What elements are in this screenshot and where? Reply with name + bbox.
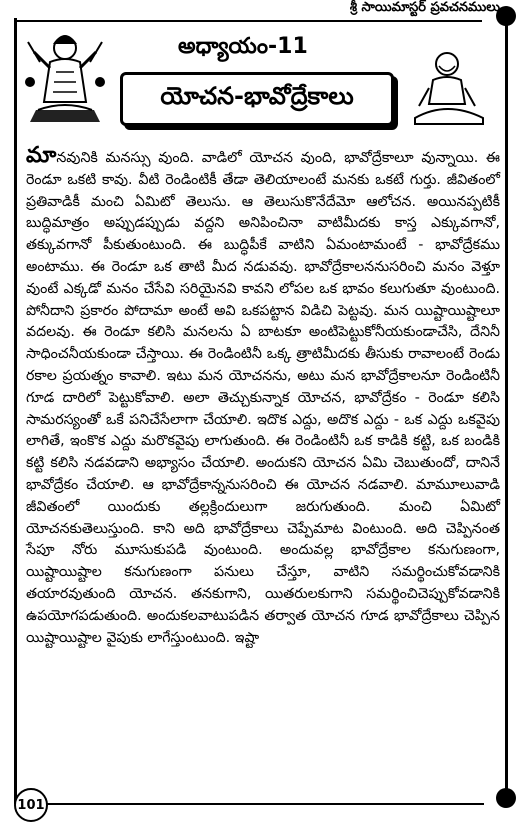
page-number: 101 [14, 788, 48, 822]
chapter-heading: అధ్యాయం-11 [178, 34, 308, 59]
footer-rule [44, 803, 484, 805]
seated-master-illustration [405, 48, 495, 128]
deity-figure-illustration [20, 22, 110, 126]
right-border [505, 18, 508, 804]
corner-dot-bottom [496, 788, 516, 808]
body-paragraph [26, 145, 500, 649]
drop-cap: మా [26, 143, 57, 168]
chapter-title [120, 72, 394, 126]
left-border [14, 18, 17, 804]
chapter-title-text: యోచన-భావోద్రేకాలు [160, 82, 354, 110]
body-text: నవునికి మనస్సు వుంది. వాడిలో యోచన వుంది, భావోద్రేకాలూ వున్నాయి. ఈ రెండూ ఒకటి కావు. వీటి రెండింటికీ తేడా తెలియాలంటే మనకు ఒకటే గుర్తు. జీవితంలో ప్రతివాడికీ మంచి ఏమిటో తెలుసు. ఆ తెలుసుకొనేదేమో ఆలోచన. అయినప్పటికీ బుద్ధిమాత్రం అప్పుడప్పుడు వద్దని అనిపించినా వాటిమీదకు కాస్త ఎక్కువగానో, తక్కువగానో పీకుతుంటుంది. ఈ బుద్ధిపీకే వాటిని ఏమంటామంటే - భావోద్రేకము అంటాము. ఈ రెండూ ఒక తాటి మీద నడువవు. భావోద్రేకాలననుసరించి మనం వెళ్తూ వుంటే ఎక్కడో మనం చేసేవి సరియైనవి కావని లోపల ఒక భావం కలుగుతూ వుంటుంది. పోనీదాని ప్రకారం పోదామా అంటే అవి ఒకపట్టాన విడిచి పెట్టవు. మన యిష్టాయిష్టాలూ వదలవు. ఈ రెండూ కలిసి మనలను ఏ బాటకూ అంటిపెట్టుకోనీయకుండాచేసి, దేనినీ సాధించనీయకుండా చేస్తాయి. ఈ రెండింటినీ ఒక్క త్రాటిమీదకు తీసుకు రావాలంటే రెండు రకాల ప్రయత్నం కావాలి. ఇటు మన యోచనను, అటు మన భావోద్రేకాలనూ రెండింటినీ గూడ దారిలో పెట్టుకోవాలి. అలా తెచ్చుకున్నాక యోచన, భావోద్రేకం - రెండూ కలిసి సామరస్యంతో ఒకే పనిచేసేలాగా చేయాలి. ఇదొక ఎద్దు, అదొక ఎద్దు - ఒక ఎద్దు ఒకవైపు లాగితే, ఇంకొక ఎద్దు మరొకవైపు లాగుతుంది. ఈ రెండింటినీ ఒక కాడికి కట్టి, ఒక బండికి కట్టి కలిసి నడవడాని అభ్యాసం చేయాలి. అందుకని యోచన ఏమి చెబుతుందో, దానినే భావోద్రేకం చేయాలి. ఆ భావోద్రేకాన్ననుసరించి ఈ యోచన నడవాలి. మామూలువాడి జీవితంలో యిందుకు తల్లక్రిందులుగా జరుగుతుంది. మంచి ఏమిటో యోచనకుతెలుస్తుంది. కాని అది భావోద్రేకాలు చెప్పేమాట వింటుంది. అది చెప్పినంత సేపూ నోరు మూసుకుపడి వుంటుంది. అందువల్ల భావోద్రేకాల కనుగుణంగా, యిష్టాయిష్టాల కనుగుణంగా పనులు చేస్తూ, వాటిని సమర్థించుకోవడానికి తయారవుతుంది యోచన. తనకుగాని, యితరులకుగాని సమర్థించిచెప్పుకోవడానికి ఉపయోగపడుతుంది. అందుకలవాటుపడిన తర్వాత యోచన గూడ భావోద్రేకాలు చెప్పిన యిష్టాయిష్టాల వైపుకు లాగేస్తుంటుంది. ఇష్టా [26, 150, 500, 646]
running-head: శ్రీ సాయిమాస్టర్ ప్రవచనములు [349, 0, 500, 15]
